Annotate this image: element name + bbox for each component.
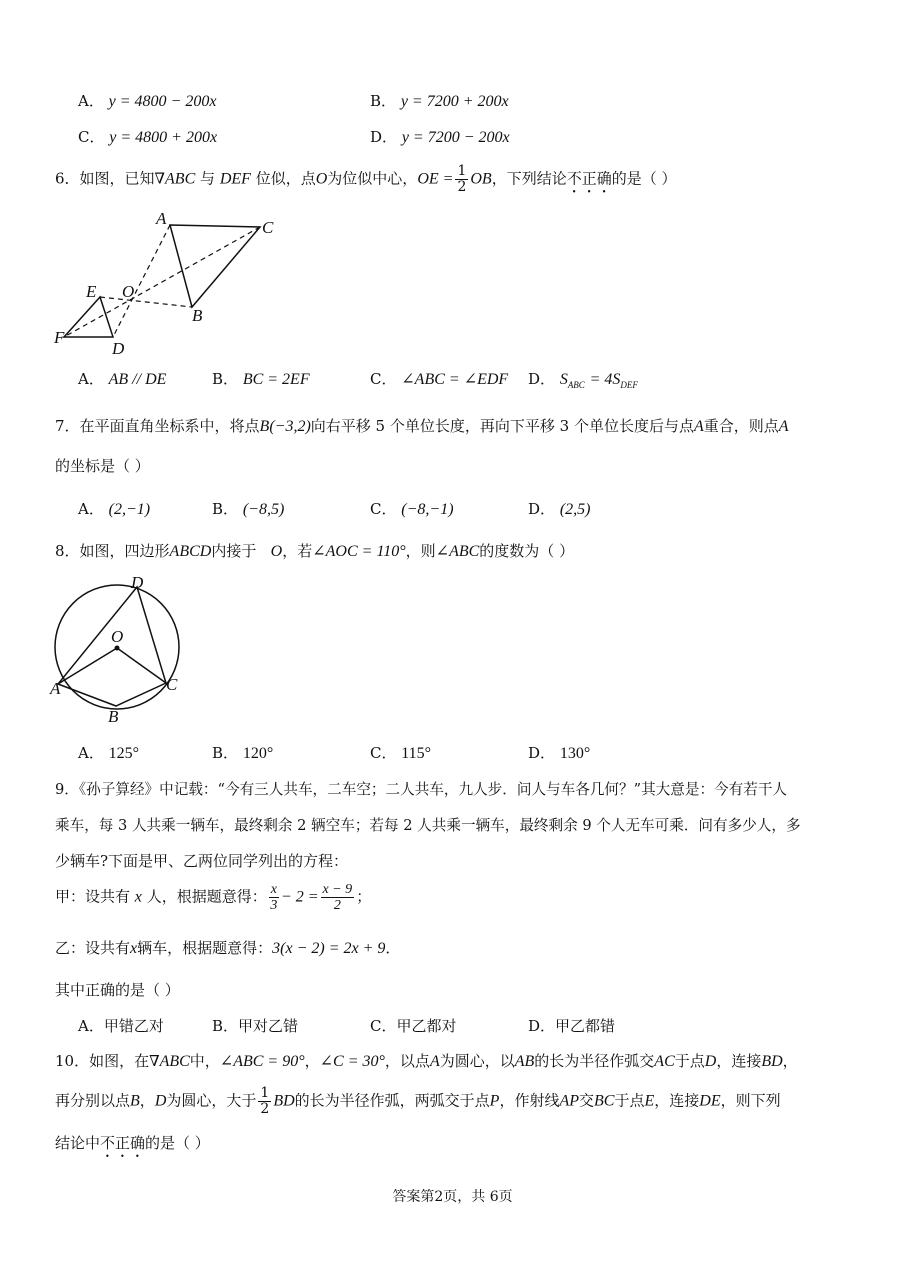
label-c: C <box>262 218 274 237</box>
label-a: A <box>156 209 167 228</box>
center-point <box>115 646 120 651</box>
q9-jia: 甲：设共有 x 人，根据题意得： $\frac{x}{3}$ − 2 = $\frac{x - 9}{2}$ ； <box>55 882 372 913</box>
q10-emphasis: 不正确 <box>100 1134 146 1152</box>
q5-option-a: A． y = 4800 − 200x <box>78 92 217 110</box>
q10-line3: 结论中不正确的是（ ） <box>55 1134 210 1152</box>
q6-option-a: A． AB // DE <box>78 370 167 388</box>
label-o: O <box>111 627 124 646</box>
q8-stem: 8．如图，四边形ABCD内接于 O，若∠AOC = 110°，则∠ABC的度数为（ ） <box>55 542 575 560</box>
q6-emphasis: 不正确 <box>566 169 612 188</box>
segment-oa <box>58 648 117 684</box>
segment-oc <box>117 648 166 683</box>
q7-stem-line2: 的坐标是（ ） <box>55 457 150 475</box>
q8-figure <box>48 572 198 727</box>
q5-option-d: D． y = 7200 − 200x <box>370 128 510 146</box>
q6-option-b: B． BC = 2EF <box>212 370 310 388</box>
q9-option-c: C．甲乙都对 <box>370 1017 457 1035</box>
q6-stem: 6．如图，已知∇ABC 与 DEF 位似，点O为位似中心，OE = $\frac{1}{2}$ OB，下列结论不正确的是（ ） <box>55 163 677 195</box>
q6-figure <box>50 205 290 360</box>
triangle-abc <box>170 225 260 307</box>
label-a: A <box>50 679 61 698</box>
q9-line1: 9．《孙子算经》中记载：“今有三人共车，二车空；二人共车，九人步．问人与车各几何？”其大意是：今有若干人 <box>55 781 788 798</box>
q7-option-a: A． (2,−1) <box>78 500 151 518</box>
q10-line1: 10．如图，在∇ABC中，∠ABC = 90°，∠C = 30°，以点A为圆心，以AB的长为半径作弧交AC于点D，连接BD， <box>55 1052 798 1070</box>
q9-line2: 乘车，每 3 人共乘一辆车，最终剩余 2 辆空车；若每 2 人共乘一辆车，最终剩余 9 个人无车可乘．问有多少人，多 <box>55 817 801 834</box>
q9-yi: 乙：设共有x辆车，根据题意得：3(x − 2) = 2x + 9． <box>55 939 401 957</box>
q9-jia-fraction-1: $\frac{x}{3}$ <box>270 882 278 913</box>
q8-option-a: A． 125° <box>78 744 140 762</box>
q9-ask: 其中正确的是（ ） <box>55 981 180 999</box>
q10-line2: 再分别以点B，D为圆心，大于 $\frac{1}{2}$ BD的长为半径作弧，两弧交于点P，作射线AP交BC于点E，连接DE，则下列 <box>55 1085 781 1117</box>
q5-option-b: B． y = 7200 + 200x <box>370 92 509 110</box>
q8-option-b: B． 120° <box>212 744 274 762</box>
q9-jia-fraction-2: $\frac{x - 9}{2}$ <box>322 882 353 913</box>
q10-fraction: $\frac{1}{2}$ <box>260 1085 270 1117</box>
q6-option-c: C． ∠ABC = ∠EDF <box>370 370 509 388</box>
label-e: E <box>86 282 97 301</box>
q9-option-d: D．甲乙都错 <box>528 1017 616 1035</box>
label-b: B <box>192 306 203 325</box>
q5-option-c: C． y = 4800 + 200x <box>78 128 218 146</box>
q6-fraction: $\frac{1}{2}$ <box>457 163 467 195</box>
q8-option-d: D． 130° <box>528 744 591 762</box>
label-c: C <box>166 675 178 694</box>
q8-option-c: C． 115° <box>370 744 432 762</box>
quadrilateral-abcd <box>58 587 166 706</box>
label-o: O <box>122 282 135 301</box>
label-f: F <box>54 328 65 347</box>
q9-line3: 少辆车?下面是甲、乙两位同学列出的方程： <box>55 852 349 870</box>
q7-option-d: D． (2,5) <box>528 500 591 518</box>
label-d: D <box>112 339 125 358</box>
label-d: D <box>131 573 144 592</box>
q6-option-d: D． $S_{ABC} = 4S_{DEF}$ <box>528 370 638 390</box>
q9-option-b: B．甲对乙错 <box>212 1017 299 1035</box>
dashed-line-a-d <box>113 225 170 337</box>
page-footer: 答案第2页，共 6页 <box>392 1189 513 1205</box>
triangle-def <box>64 297 113 337</box>
label-b: B <box>108 707 119 726</box>
q7-option-b: B． (−8,5) <box>212 500 285 518</box>
q9-option-a: A．甲错乙对 <box>78 1017 164 1035</box>
q7-option-c: C． (−8,−1) <box>370 500 454 518</box>
q7-stem-line1: 7．在平面直角坐标系中，将点B(−3,2)向右平移 5 个单位长度，再向下平移 3 个单位长度后与点A重合，则点A <box>55 417 789 435</box>
dashed-line-e-b <box>100 297 192 307</box>
